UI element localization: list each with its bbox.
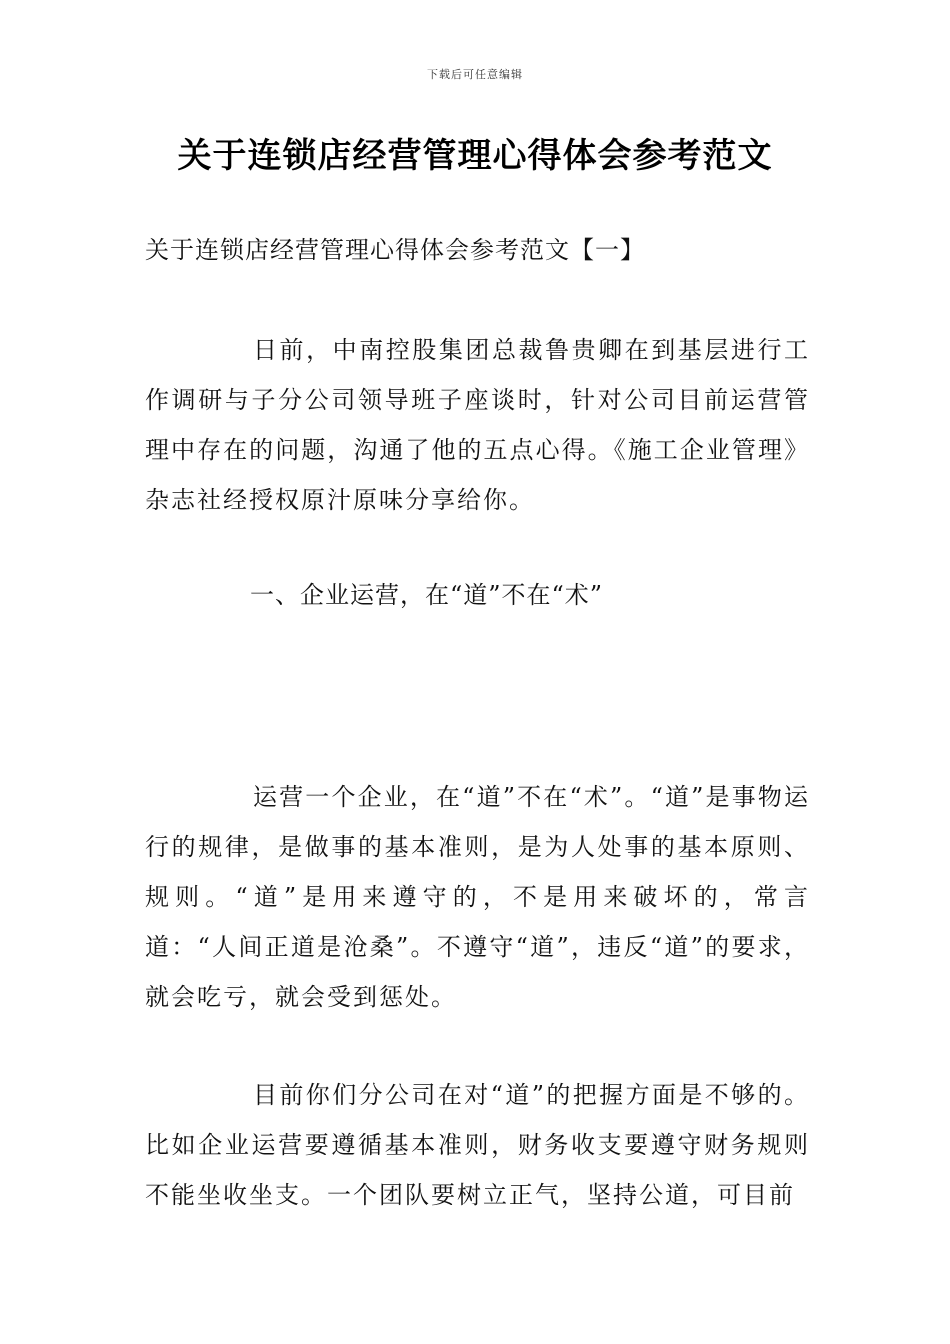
header-note: 下载后可任意编辑 [427, 68, 523, 81]
sub-heading-one: 一、企业运营，在“道”不在“术” [250, 581, 604, 609]
section-heading: 关于连锁店经营管理心得体会参考范文【一】 [145, 236, 645, 264]
paragraph-dao: 运营一个企业，在“道”不在“术”。“道”是事物运行的规律，是做事的基本准则，是为人处事的基本原则、规则。“道”是用来遵守的，不是用来破坏的，常言道：“人间正道是沧桑”。不遵守“道”，违反“道”的要求，就会吃亏，就会受到惩处。 [145, 783, 810, 1011]
paragraph-intro: 日前，中南控股集团总裁鲁贵卿在到基层进行工作调研与子分公司领导班子座谈时，针对公司目前运营管理中存在的问题，沟通了他的五点心得。《施工企业管理》杂志社经授权原汁原味分享给你。 [145, 336, 810, 514]
document-title: 关于连锁店经营管理心得体会参考范文 [177, 136, 773, 176]
paragraph-current-issues: 目前你们分公司在对“道”的把握方面是不够的。比如企业运营要遵循基本准则，财务收支要遵守财务规则不能坐收坐支。一个团队要树立正气，坚持公道，可目前 [145, 1081, 810, 1209]
